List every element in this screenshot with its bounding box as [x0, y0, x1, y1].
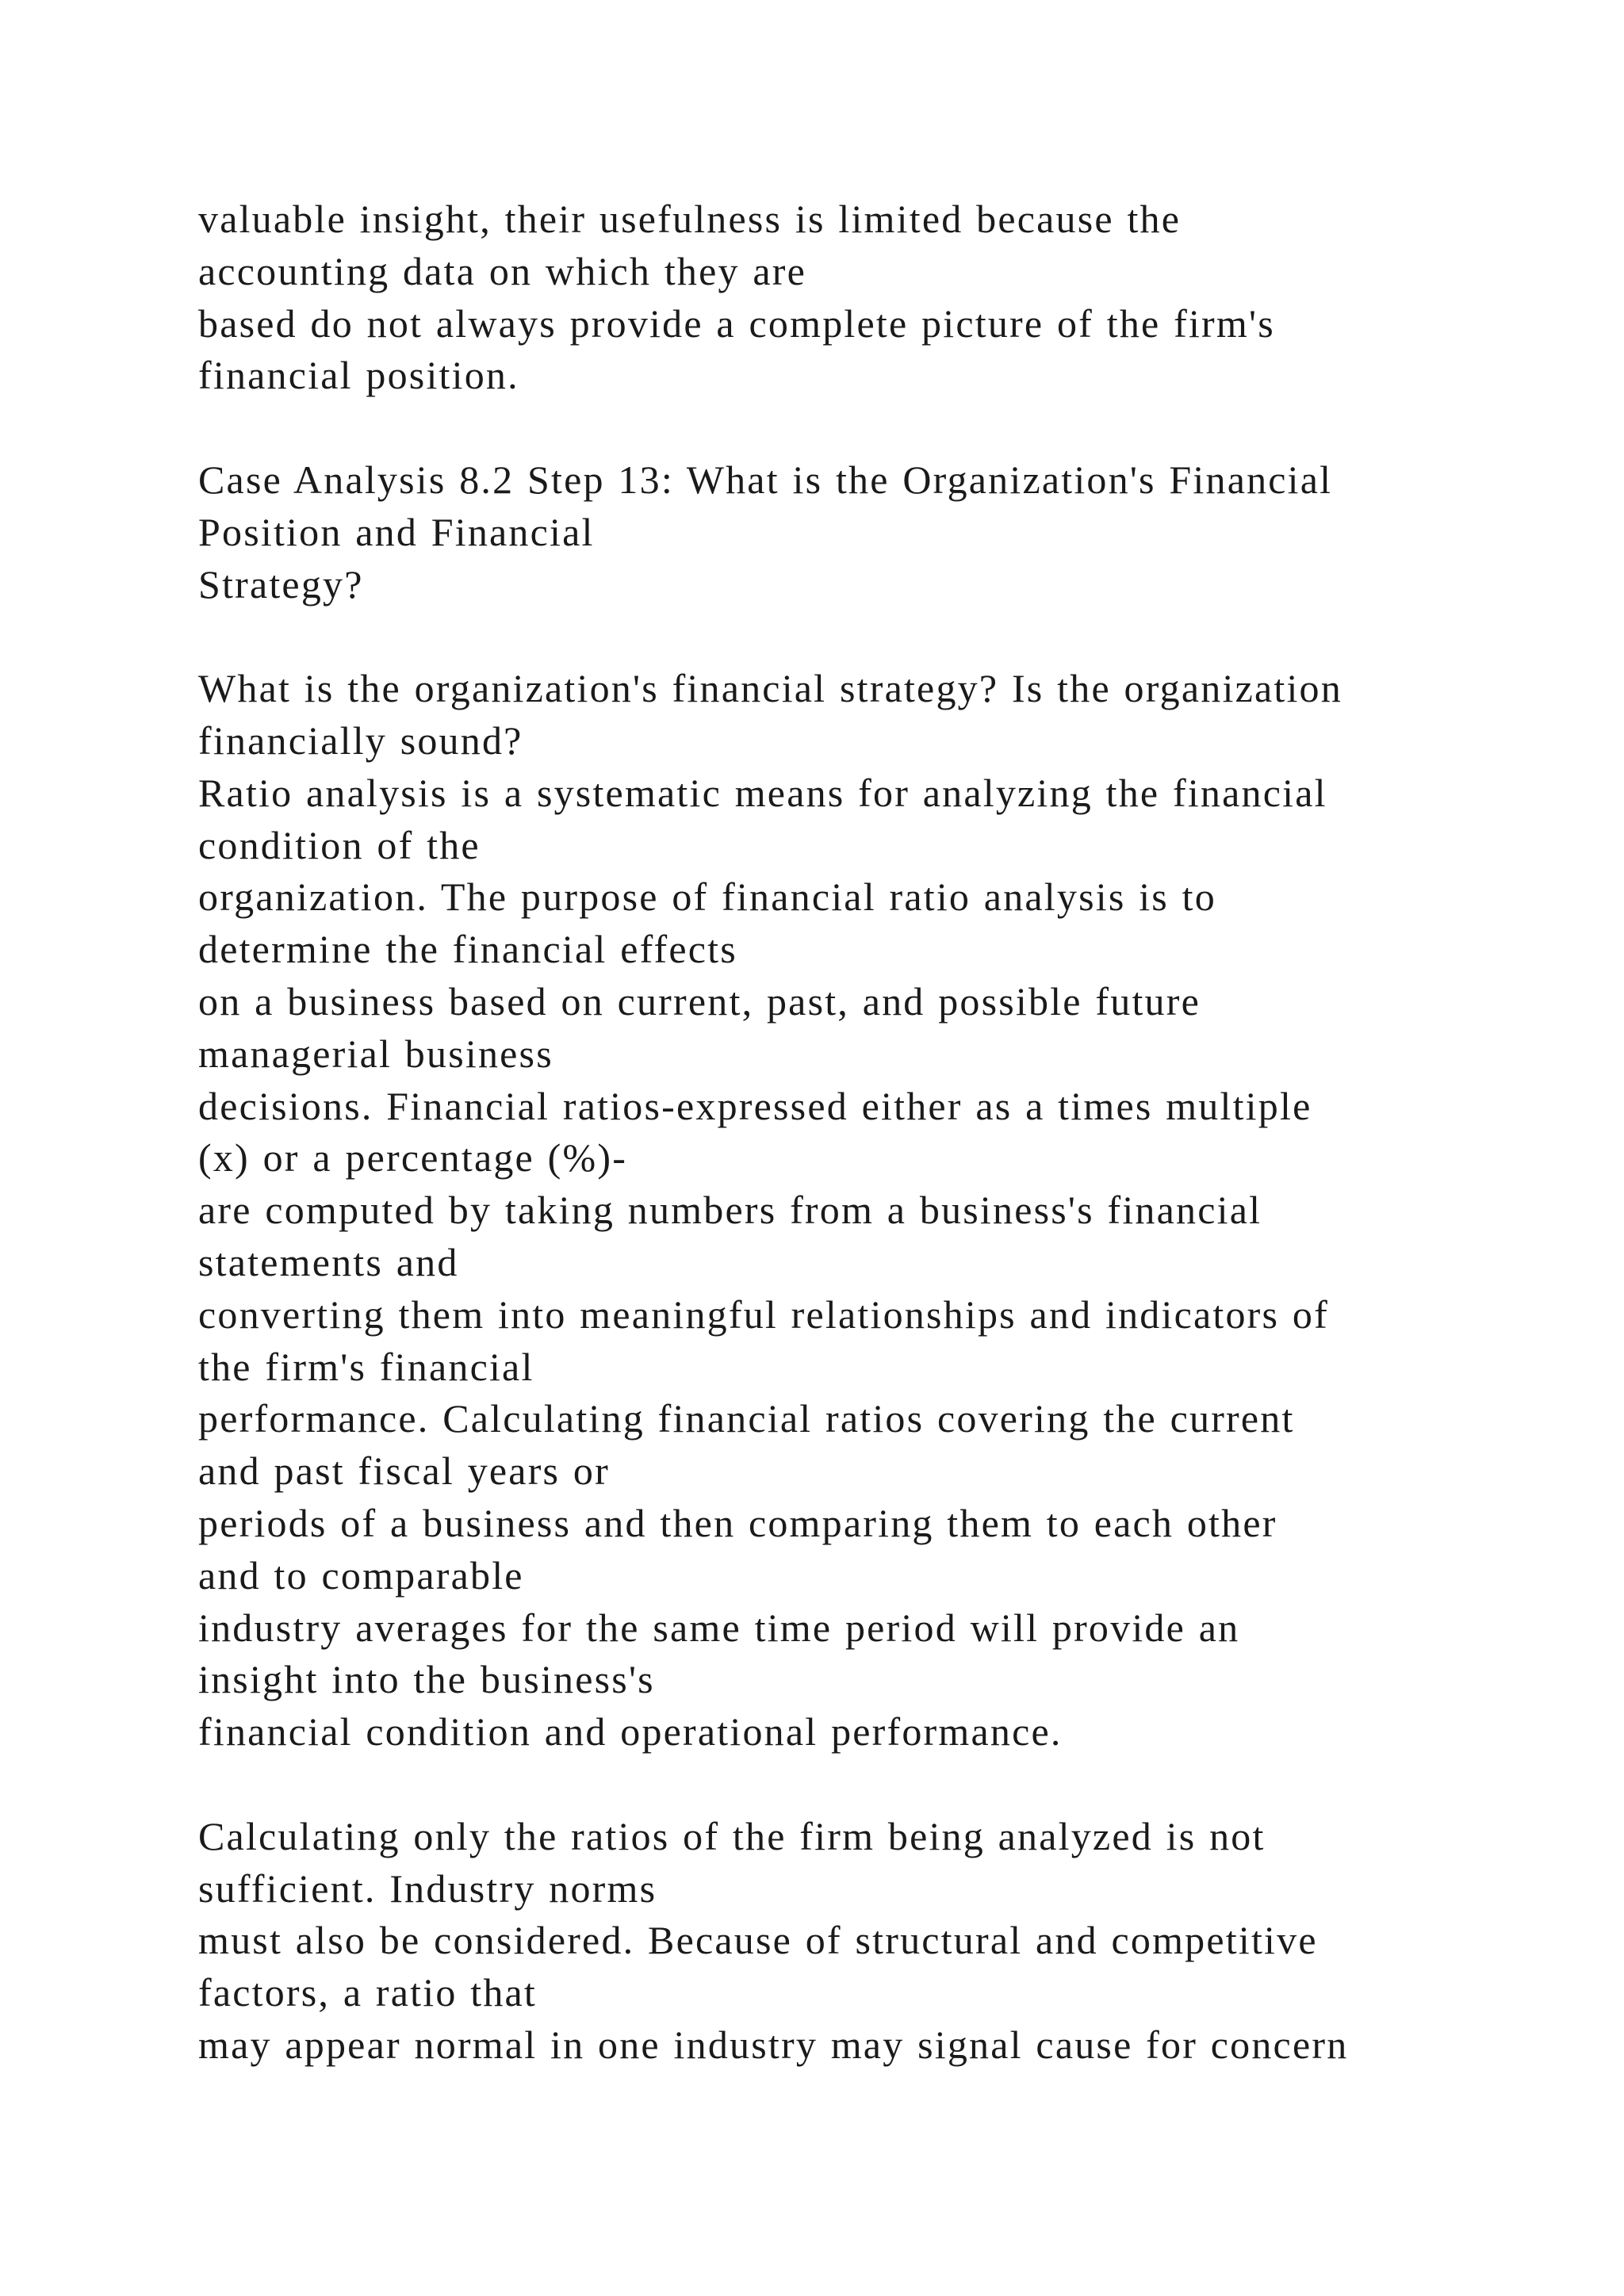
text-line: What is the organization's financial strategy? Is the organization [198, 666, 1342, 711]
paragraph-break [198, 610, 1467, 663]
section-heading-line: Strategy? [198, 561, 364, 607]
text-line: industry averages for the same time period will provide an [198, 1605, 1240, 1650]
text-line: organization. The purpose of financial ratio analysis is to [198, 874, 1216, 920]
paragraph-break [198, 1758, 1467, 1811]
text-line: insight into the business's [198, 1657, 655, 1702]
text-line: financially sound? [198, 718, 523, 763]
section-heading-line: Case Analysis 8.2 Step 13: What is the Organization's Financial [198, 457, 1333, 502]
section-heading-line: Position and Financial [198, 509, 595, 554]
text-line: valuable insight, their usefulness is limited because the [198, 197, 1182, 241]
text-line: determine the financial effects [198, 927, 737, 972]
text-line: based do not always provide a complete picture of the firm's [198, 300, 1275, 346]
text-line: converting them into meaningful relationships and indicators of [198, 1292, 1329, 1337]
document-body [198, 193, 1467, 2072]
text-line: the firm's financial [198, 1344, 534, 1389]
paragraph-break [198, 402, 1467, 454]
text-line: Ratio analysis is a systematic means for analyzing the financial [198, 770, 1327, 815]
text-line: and to comparable [198, 1552, 524, 1598]
text-line: and past fiscal years or [198, 1448, 610, 1494]
text-line: accounting data on which they are [198, 248, 807, 293]
text-line: performance. Calculating financial ratios covering the current [198, 1396, 1295, 1441]
text-line: statements and [198, 1239, 459, 1284]
text-line: financial condition and operational performance. [198, 1709, 1063, 1755]
text-line: on a business based on current, past, and possible future [198, 978, 1201, 1024]
text-line: must also be considered. Because of structural and competitive [198, 1918, 1318, 1963]
text-line: financial position. [198, 353, 519, 398]
text-line: are computed by taking numbers from a business's financial [198, 1188, 1262, 1233]
text-line: (x) or a percentage (%)- [198, 1135, 628, 1181]
text-line: Calculating only the ratios of the firm being analyzed is not [198, 1813, 1266, 1858]
text-line: condition of the [198, 822, 481, 867]
text-line: may appear normal in one industry may signal cause for concern [198, 2022, 1349, 2067]
text-line: factors, a ratio that [198, 1970, 538, 2015]
text-line: decisions. Financial ratios-expressed either as a times multiple [198, 1083, 1312, 1128]
text-line: sufficient. Industry norms [198, 1866, 657, 1911]
text-line: managerial business [198, 1031, 553, 1076]
text-line: periods of a business and then comparing them to each other [198, 1500, 1277, 1545]
